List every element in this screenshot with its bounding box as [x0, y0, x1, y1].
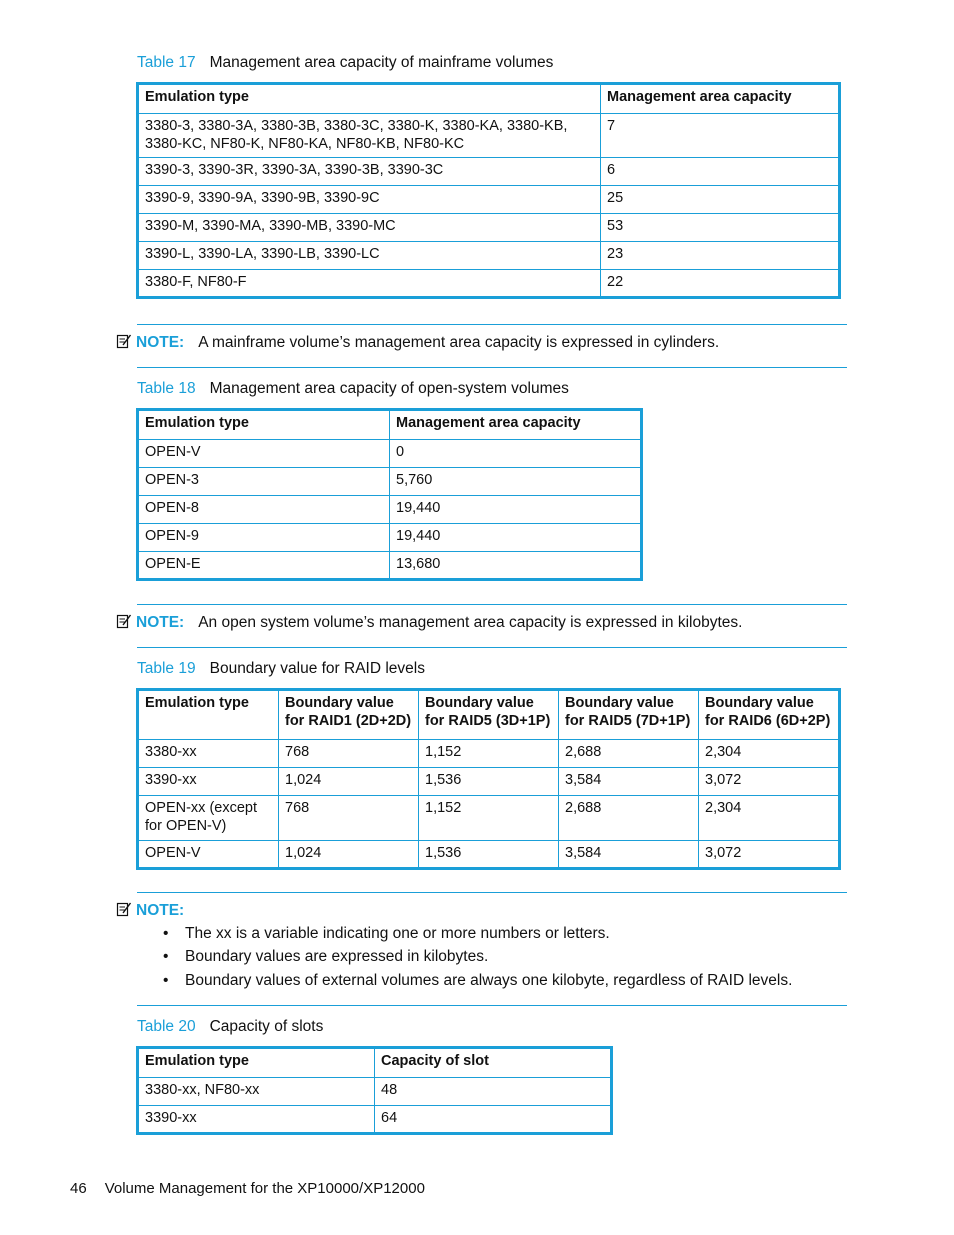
page-number: 46: [70, 1180, 87, 1197]
table-row: [138, 1106, 612, 1134]
note3-label: NOTE:: [136, 902, 185, 919]
table20: [136, 1046, 613, 1135]
note3-bottom-rule: [137, 1005, 847, 1006]
note2-bottom-rule: [137, 647, 847, 648]
table18-cell: 13,680: [390, 552, 642, 580]
table19-cell: 3,072: [699, 768, 840, 796]
table17-cell: 3380-3, 3380-3A, 3380-3B, 3380-3C, 3380-K, 3380-KA, 3380-KB, 3380-KC, NF80-K, NF80-KA, NF80-KB, NF80-KC: [138, 114, 601, 158]
table18-cell: OPEN-E: [138, 552, 390, 580]
table17-header-row: [138, 84, 840, 114]
table19-cell: 768: [279, 796, 419, 841]
table17-cell: 6: [601, 158, 840, 186]
table17-cell: 22: [601, 270, 840, 298]
table19-cell: 1,536: [419, 768, 559, 796]
table19-cell: 1,024: [279, 768, 419, 796]
table17: [136, 82, 841, 299]
table-row: [138, 496, 642, 524]
table18-title: Management area capacity of open-system volumes: [209, 380, 569, 397]
note3-bullet-1: The xx is a variable indicating one or more numbers or letters.: [185, 925, 610, 942]
table-row: [138, 552, 642, 580]
note-icon: [116, 901, 132, 917]
table17-cell: 23: [601, 242, 840, 270]
table-row: [138, 114, 840, 158]
table18-cell: 19,440: [390, 524, 642, 552]
table-row: [138, 841, 840, 869]
note3-bullet-2: Boundary values are expressed in kilobytes.: [185, 948, 489, 965]
table20-caption: [137, 1018, 323, 1036]
list-item: • Boundary values of external volumes are always one kilobyte, regardless of RAID levels.: [163, 972, 793, 989]
table19-header-raid5-7d: Boundary value for RAID5 (7D+1P): [559, 690, 699, 740]
table20-label: Table 20: [137, 1018, 196, 1035]
note2-label: NOTE:: [136, 614, 185, 631]
table17-header-capacity: Management area capacity: [601, 84, 840, 114]
table19-cell: 2,688: [559, 740, 699, 768]
table-row: [138, 186, 840, 214]
note2: [116, 613, 742, 632]
table17-cell: 3390-9, 3390-9A, 3390-9B, 3390-9C: [138, 186, 601, 214]
note2-top-rule: [137, 604, 847, 605]
note1-top-rule: [137, 324, 847, 325]
table19-header-raid1: Boundary value for RAID1 (2D+2D): [279, 690, 419, 740]
table17-caption: [137, 54, 553, 72]
table17-cell: 3390-L, 3390-LA, 3390-LB, 3390-LC: [138, 242, 601, 270]
table19-caption: [137, 660, 425, 678]
table19-cell: 1,536: [419, 841, 559, 869]
table20-header-capacity: Capacity of slot: [375, 1048, 612, 1078]
table18-label: Table 18: [137, 380, 196, 397]
table19: [136, 688, 841, 870]
table18-caption: [137, 380, 569, 398]
table19-cell: 3,072: [699, 841, 840, 869]
table20-header-emulation: Emulation type: [138, 1048, 375, 1078]
note3-bullet-3: Boundary values of external volumes are always one kilobyte, regardless of RAID levels.: [185, 972, 793, 989]
footer-title: Volume Management for the XP10000/XP12000: [104, 1180, 425, 1197]
table18-cell: 5,760: [390, 468, 642, 496]
list-item: • The xx is a variable indicating one or more numbers or letters.: [163, 925, 610, 942]
table19-header-raid6: Boundary value for RAID6 (6D+2P): [699, 690, 840, 740]
table17-cell: 3380-F, NF80-F: [138, 270, 601, 298]
table20-cell: 3380-xx, NF80-xx: [138, 1078, 375, 1106]
table-row: [138, 468, 642, 496]
table-row: [138, 768, 840, 796]
table20-cell: 48: [375, 1078, 612, 1106]
table19-cell: 3,584: [559, 841, 699, 869]
table-row: [138, 242, 840, 270]
table18-cell: OPEN-3: [138, 468, 390, 496]
table19-cell: 3380-xx: [138, 740, 279, 768]
table-row: [138, 158, 840, 186]
table-row: [138, 440, 642, 468]
table-row: [138, 740, 840, 768]
note-icon: [116, 333, 132, 349]
table17-cell: 53: [601, 214, 840, 242]
table17-cell: 7: [601, 114, 840, 158]
table18-cell: OPEN-9: [138, 524, 390, 552]
table18-cell: 0: [390, 440, 642, 468]
table17-label: Table 17: [137, 54, 196, 71]
table17-cell: 3390-M, 3390-MA, 3390-MB, 3390-MC: [138, 214, 601, 242]
table17-header-emulation: Emulation type: [138, 84, 601, 114]
table-row: [138, 214, 840, 242]
note-icon: [116, 613, 132, 629]
table19-title: Boundary value for RAID levels: [209, 660, 425, 677]
table19-cell: 768: [279, 740, 419, 768]
table20-cell: 3390-xx: [138, 1106, 375, 1134]
table18-cell: OPEN-8: [138, 496, 390, 524]
table18-header-row: [138, 410, 642, 440]
table19-cell: 1,152: [419, 796, 559, 841]
note3-top-rule: [137, 892, 847, 893]
table19-cell: 3,584: [559, 768, 699, 796]
note1-text: A mainframe volume’s management area capacity is expressed in cylinders.: [198, 334, 720, 351]
note1: [116, 333, 719, 352]
table-row: [138, 1078, 612, 1106]
table19-label: Table 19: [137, 660, 196, 677]
table19-cell: 1,024: [279, 841, 419, 869]
table18-cell: OPEN-V: [138, 440, 390, 468]
note1-bottom-rule: [137, 367, 847, 368]
table17-cell: 3390-3, 3390-3R, 3390-3A, 3390-3B, 3390-3C: [138, 158, 601, 186]
table20-header-row: [138, 1048, 612, 1078]
table-row: [138, 270, 840, 298]
list-item: • Boundary values are expressed in kilobytes.: [163, 948, 489, 965]
table19-cell: OPEN-xx (except for OPEN-V): [138, 796, 279, 841]
table19-cell: 2,304: [699, 740, 840, 768]
table18-header-capacity: Management area capacity: [390, 410, 642, 440]
table19-cell: 1,152: [419, 740, 559, 768]
table17-cell: 25: [601, 186, 840, 214]
table19-cell: 3390-xx: [138, 768, 279, 796]
table-row: [138, 796, 840, 841]
note3: [116, 901, 198, 920]
table17-title: Management area capacity of mainframe volumes: [209, 54, 554, 71]
table20-title: Capacity of slots: [209, 1018, 324, 1035]
page-footer: [70, 1180, 425, 1197]
table20-cell: 64: [375, 1106, 612, 1134]
table19-cell: OPEN-V: [138, 841, 279, 869]
table-row: [138, 524, 642, 552]
table19-header-emulation: Emulation type: [138, 690, 279, 740]
table19-header-raid5-3d: Boundary value for RAID5 (3D+1P): [419, 690, 559, 740]
table18-header-emulation: Emulation type: [138, 410, 390, 440]
table18-cell: 19,440: [390, 496, 642, 524]
table18: [136, 408, 643, 581]
note2-text: An open system volume’s management area capacity is expressed in kilobytes.: [198, 614, 743, 631]
table19-cell: 2,304: [699, 796, 840, 841]
note1-label: NOTE:: [136, 334, 185, 351]
table19-cell: 2,688: [559, 796, 699, 841]
table19-header-row: [138, 690, 840, 740]
